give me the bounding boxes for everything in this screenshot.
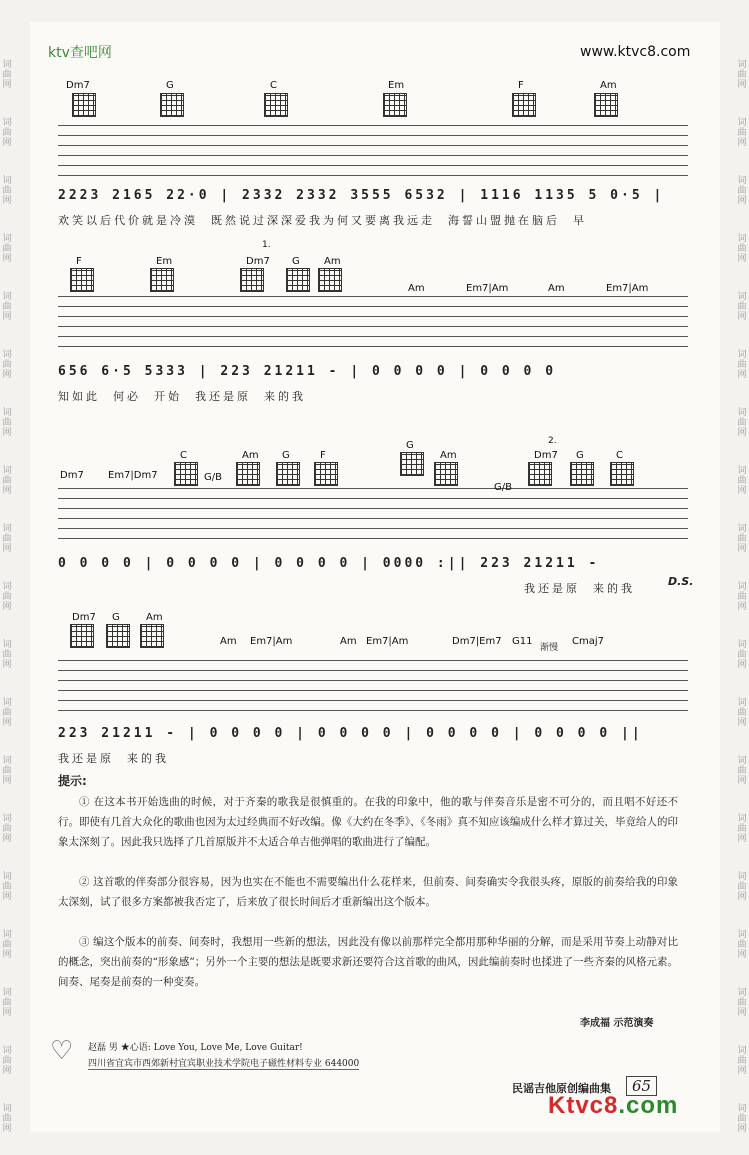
chord-label: Em [388,80,405,91]
chord-label: Em7|Am [250,636,293,647]
edge-watermark-text: 词 曲 网 [737,176,747,206]
tab-staff-2 [58,296,688,346]
lyrics: 我还是原 来的我 [524,582,635,595]
chord-diagram [140,624,164,648]
tempo-marking: 渐慢 [540,643,559,653]
site-logo: Ktvc8.com [548,1092,679,1119]
tips-title: 提示: [58,774,87,788]
edge-watermark-text: 词 曲 网 [2,524,12,554]
edge-watermark-text: 词 曲 网 [737,872,747,902]
edge-watermark-text: 词 曲 网 [2,698,12,728]
chord-label: C [180,450,187,461]
chord-diagram [276,462,300,486]
chord-label: G [166,80,174,91]
chord-diagram [434,462,458,486]
chord-diagram [106,624,130,648]
chord-label: G/B [204,472,222,483]
edge-watermark-text: 词 曲 网 [2,582,12,612]
tip-paragraph-3: ③ 编这个版本的前奏、间奏时，我想用一些新的想法，因此没有像以前那样完全都用那种华丽的分解，而是采用节奏上动静对比的概念，突出前奏的“形象感”；另外一个主要的想法是既要求新还要符合这首歌的曲风，因此编前奏时也揉进了一些齐秦的风格元素。间奏、尾奏是前奏的一种变奏。 [58,936,678,988]
chord-label: Am [440,450,457,461]
chord-label: F [518,80,524,91]
jianpu-numbers: 223 21211 - | 0 0 0 0 | 0 0 0 0 | 0 0 0 0 | 0 0 0 0 || [58,726,643,741]
chord-diagram [160,93,184,117]
chord-label: Am [600,80,617,91]
volta-label: 2. [548,436,557,446]
edge-watermark-text: 词 曲 网 [737,582,747,612]
edge-watermark-text: 词 曲 网 [737,118,747,148]
book-title: 民谣吉他原创编曲集 [512,1082,611,1095]
chord-label: Am [146,612,163,623]
edge-watermark-text: 词 曲 网 [2,756,12,786]
edge-watermark-text: 词 曲 网 [2,1046,12,1076]
edge-watermark-text: 词 曲 网 [737,640,747,670]
edge-watermark-text: 词 曲 网 [737,814,747,844]
chord-label: Em7|Dm7 [108,470,158,481]
chord-label: Am [324,256,341,267]
tab-staff-1 [58,125,688,175]
volta-label: 1. [262,240,271,250]
chord-diagram [150,268,174,292]
chord-label: Em7|Am [606,283,649,294]
chord-label: Em7|Am [366,636,409,647]
edge-watermark-text: 词 曲 网 [2,814,12,844]
edge-watermark-text: 词 曲 网 [2,408,12,438]
edge-watermark-text: 词 曲 网 [737,234,747,264]
chord-label: Am [408,283,425,294]
edge-watermark-text: 词 曲 网 [737,698,747,728]
chord-label: G [576,450,584,461]
chord-diagram [314,462,338,486]
site-left-label: ktv查吧网 [48,45,112,61]
lyrics: 我还是原 来的我 [58,752,169,765]
edge-watermark-text: 词 曲 网 [2,872,12,902]
chord-diagram [318,268,342,292]
edge-watermark-text: 词 曲 网 [737,1046,747,1076]
edge-watermark-text: 词 曲 网 [2,292,12,322]
chord-diagram [400,452,424,476]
chord-diagram [70,624,94,648]
chord-label: Em [156,256,173,267]
edge-watermark-text: 词 曲 网 [737,466,747,496]
contributor-note: 赵磊 男 ★心语: Love You, Love Me, Love Guitar! [88,1043,303,1053]
chord-label: Em7|Am [466,283,509,294]
chord-label: G [406,440,414,451]
lyrics: 知如此 何必 开始 我还是原 来的我 [58,390,306,403]
lyrics: 欢笑以后代价就是冷漠 既然说过深深爱我为何又要离我远走 海誓山盟抛在脑后 早 [58,214,587,227]
chord-label: G11 [512,636,533,647]
edge-watermark-text: 词 曲 网 [2,118,12,148]
edge-watermark-text: 词 曲 网 [737,756,747,786]
jianpu-numbers: 0 0 0 0 | 0 0 0 0 | 0 0 0 0 | 0000 :|| 223 21211 - [58,556,600,571]
chord-diagram [174,462,198,486]
edge-watermark-text: 词 曲 网 [2,930,12,960]
chord-diagram [383,93,407,117]
tip-paragraph-1: ① 在这本书开始选曲的时候，对于齐秦的歌我是很慎重的。在我的印象中，他的歌与伴奏音乐是密不可分的，而且唱不好还不行。即使有几首大众化的歌曲也因为太过经典而不好改编。像《大约在冬季》、《冬雨》真不知应该编成什么样才算过关，毕竟给人的印象太深刻了。因此我只选择了几首原版并不太适合单吉他弹唱的歌曲进行了编配。 [58,796,678,848]
chord-label: F [320,450,326,461]
tab-staff-3 [58,488,688,538]
edge-watermark-text: 词 曲 网 [2,60,12,90]
chord-label: Dm7 [66,80,90,91]
edge-watermark-text: 词 曲 网 [2,640,12,670]
chord-label: C [270,80,277,91]
site-right-url: www.ktvc8.com [580,44,691,60]
chord-label: Dm7 [534,450,558,461]
chord-diagram [264,93,288,117]
chord-label: Cmaj7 [572,636,604,647]
edge-watermark-text: 词 曲 网 [2,466,12,496]
heart-icon: ♡ [50,1036,74,1066]
edge-watermark-text: 词 曲 网 [2,234,12,264]
edge-watermark-text: 词 曲 网 [2,1104,12,1134]
chord-label: C [616,450,623,461]
edge-watermark-text: 词 曲 网 [737,524,747,554]
contributor-address: 四川省宜宾市西郊新村宜宾职业技术学院电子磁性材料专业 644000 [88,1056,359,1070]
right-edge-watermark [735,0,749,1155]
chord-label: G/B [494,482,512,493]
chord-label: G [292,256,300,267]
left-edge-watermark [0,0,14,1155]
edge-watermark-text: 词 曲 网 [737,350,747,380]
chord-label: Dm7 [246,256,270,267]
chord-label: Am [242,450,259,461]
chord-diagram [72,93,96,117]
jianpu-numbers: 656 6·5 5333 | 223 21211 - | 0 0 0 0 | 0 0 0 0 [58,364,557,379]
tab-staff-4 [58,660,688,710]
chord-label: G [282,450,290,461]
chord-label: Dm7 [72,612,96,623]
chord-label: F [76,256,82,267]
chord-diagram [528,462,552,486]
chord-diagram [512,93,536,117]
jianpu-numbers: 2223 2165 22·0 | 2332 2332 3555 6532 | 1116 1135 5 0·5 | [58,188,665,203]
performer-credit: 李成福 示范演奏 [580,1018,654,1029]
chord-label: Am [340,636,357,647]
chord-label: Am [220,636,237,647]
chord-diagram [286,268,310,292]
page-number: 65 [626,1076,657,1096]
edge-watermark-text: 词 曲 网 [737,60,747,90]
edge-watermark-text: 词 曲 网 [737,1104,747,1134]
chord-diagram [236,462,260,486]
chord-label: G [112,612,120,623]
edge-watermark-text: 词 曲 网 [737,292,747,322]
edge-watermark-text: 词 曲 网 [737,408,747,438]
edge-watermark-text: 词 曲 网 [2,988,12,1018]
chord-diagram [594,93,618,117]
edge-watermark-text: 词 曲 网 [737,930,747,960]
chord-label: Dm7|Em7 [452,636,502,647]
chord-label: Dm7 [60,470,84,481]
edge-watermark-text: 词 曲 网 [737,988,747,1018]
chord-label: Am [548,283,565,294]
chord-diagram [240,268,264,292]
tip-paragraph-2: ② 这首歌的伴奏部分很容易，因为也实在不能也不需要编出什么花样来，但前奏、间奏确实令我很头疼，原版的前奏给我的印象太深刻，试了很多方案都被我否定了，后来放了很长时间后才重新编出这个版本。 [58,876,678,908]
edge-watermark-text: 词 曲 网 [2,350,12,380]
edge-watermark-text: 词 曲 网 [2,176,12,206]
chord-diagram [570,462,594,486]
dal-segno-mark: D.S. [668,575,694,588]
chord-diagram [610,462,634,486]
chord-diagram [70,268,94,292]
